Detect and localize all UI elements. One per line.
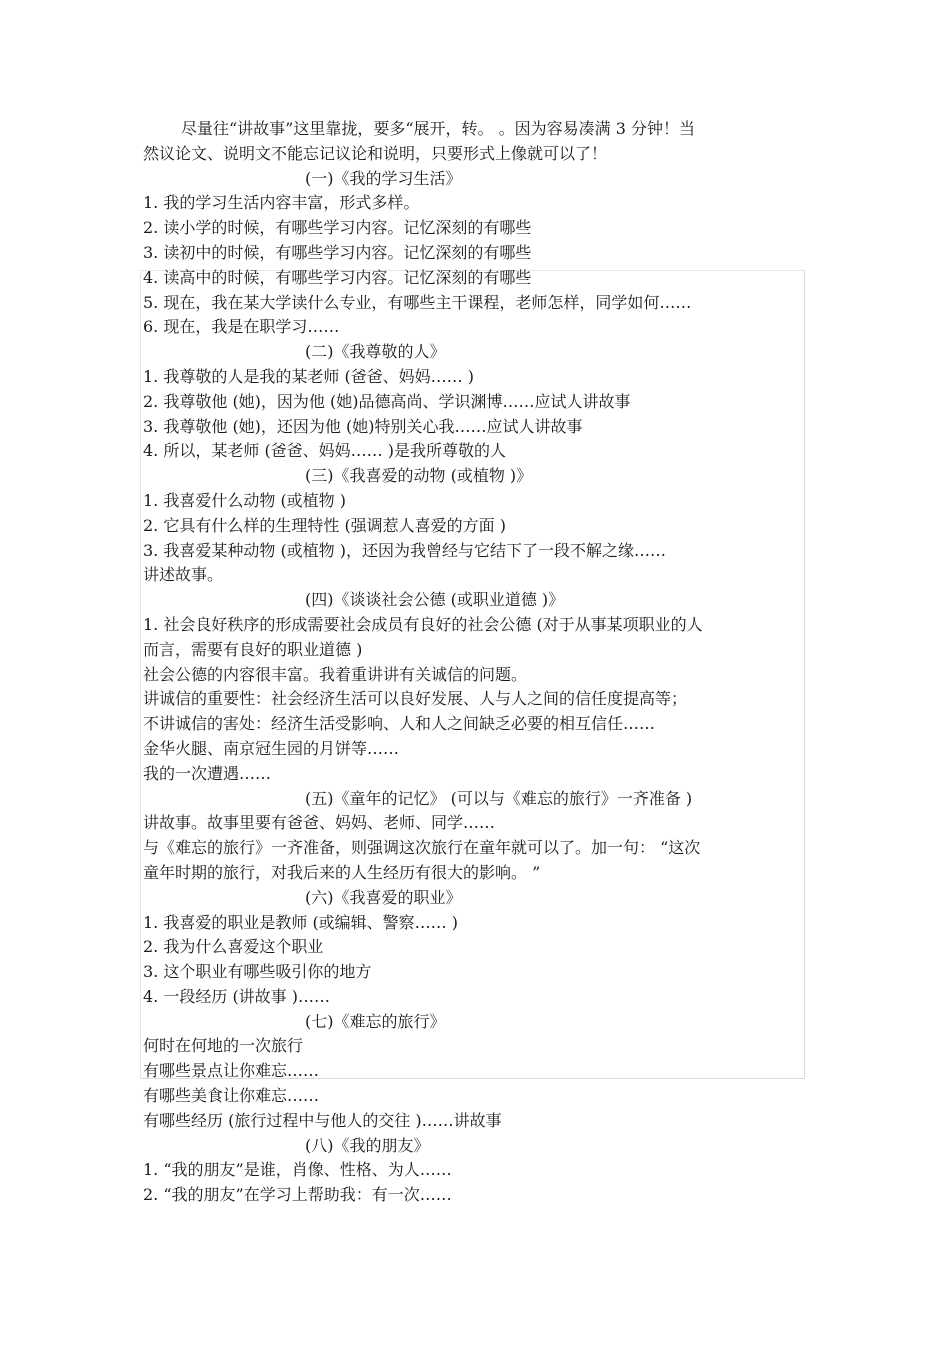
section-heading: (二)《我尊敬的人》 — [305, 342, 446, 362]
list-item: 2. 我尊敬他 (她)，因为他 (她)品德高尚、学识渊博……应试人讲故事 — [143, 391, 631, 411]
body-text: 社会公德的内容很丰富。我着重讲讲有关诚信的问题。 — [143, 664, 528, 684]
list-item: 3. 读初中的时候，有哪些学习内容。记忆深刻的有哪些 — [143, 242, 532, 262]
intro-line: 然议论文、说明文不能忘记议论和说明，只要形式上像就可以了！ — [143, 143, 608, 163]
list-item: 3. 我尊敬他 (她)，还因为他 (她)特别关心我……应试人讲故事 — [143, 416, 583, 436]
list-item: 2. 我为什么喜爱这个职业 — [143, 937, 324, 957]
body-text: 何时在何地的一次旅行 — [143, 1036, 304, 1056]
section-heading: (四)《谈谈社会公德 (或职业道德 )》 — [305, 590, 565, 610]
section-heading: (七)《难忘的旅行》 — [305, 1011, 446, 1031]
body-text: 不讲诚信的害处：经济生活受影响、人和人之间缺乏必要的相互信任…… — [143, 714, 656, 734]
list-item: 1. 我的学习生活内容丰富，形式多样。 — [143, 193, 420, 213]
body-text: 与《难忘的旅行》一齐准备，则强调这次旅行在童年就可以了。加一句： “这次 — [143, 838, 701, 858]
section-heading: (一)《我的学习生活》 — [305, 168, 462, 188]
list-item: 6. 现在，我是在职学习…… — [143, 317, 340, 337]
list-item: 4. 所以，某老师 (爸爸、妈妈…… )是我所尊敬的人 — [143, 441, 507, 461]
section-heading: (六)《我喜爱的职业》 — [305, 887, 462, 907]
body-text: 有哪些美食让你难忘…… — [143, 1086, 320, 1106]
body-text: 讲诚信的重要性：社会经济生活可以良好发展、人与人之间的信任度提高等； — [143, 689, 688, 709]
body-text: 有哪些经历 (旅行过程中与他人的交往 )……讲故事 — [143, 1110, 502, 1130]
section-heading: (五)《童年的记忆》 (可以与《难忘的旅行》一齐准备 ) — [305, 788, 693, 808]
list-item: 4. 读高中的时候，有哪些学习内容。记忆深刻的有哪些 — [143, 267, 532, 287]
section-heading: (三)《我喜爱的动物 (或植物 )》 — [305, 466, 533, 486]
body-text: 讲述故事。 — [143, 565, 224, 585]
list-item: 1. 我喜爱什么动物 (或植物 ) — [143, 490, 347, 510]
list-item: 2. 读小学的时候，有哪些学习内容。记忆深刻的有哪些 — [143, 218, 532, 238]
list-item: 3. 这个职业有哪些吸引你的地方 — [143, 962, 372, 982]
list-item: 3. 我喜爱某种动物 (或植物 )，还因为我曾经与它结下了一段不解之缘…… — [143, 540, 667, 560]
list-item: 1. “我的朋友”是谁，肖像、性格、为人…… — [143, 1160, 452, 1180]
list-item: 2. “我的朋友”在学习上帮助我：有一次…… — [143, 1185, 452, 1205]
intro-line: 尽量往“讲故事”这里靠拢，要多“展开，转。 。因为容易凑满 3 分钟！当 — [181, 119, 695, 138]
body-text: 有哪些景点让你难忘…… — [143, 1061, 320, 1081]
list-item: 4. 一段经历 (讲故事 )…… — [143, 986, 331, 1006]
body-text: 而言，需要有良好的职业道德 ) — [143, 639, 363, 659]
document-body — [143, 117, 808, 1208]
body-text: 1. 社会良好秩序的形成需要社会成员有良好的社会公德 (对于从事某项职业的人 — [143, 614, 703, 634]
body-text: 金华火腿、南京冠生园的月饼等…… — [143, 738, 400, 758]
list-item: 2. 它具有什么样的生理特性 (强调惹人喜爱的方面 ) — [143, 515, 507, 535]
list-item: 1. 我喜爱的职业是教师 (或编辑、警察…… ) — [143, 912, 459, 932]
body-text: 我的一次遭遇…… — [143, 763, 272, 783]
list-item: 1. 我尊敬的人是我的某老师 (爸爸、妈妈…… ) — [143, 366, 475, 386]
body-text: 童年时期的旅行，对我后来的人生经历有很大的影响。 ” — [143, 862, 541, 882]
list-item: 5. 现在，我在某大学读什么专业，有哪些主干课程，老师怎样，同学如何…… — [143, 292, 692, 312]
body-text: 讲故事。故事里要有爸爸、妈妈、老师、同学…… — [143, 813, 496, 833]
section-heading: (八)《我的朋友》 — [305, 1135, 430, 1155]
